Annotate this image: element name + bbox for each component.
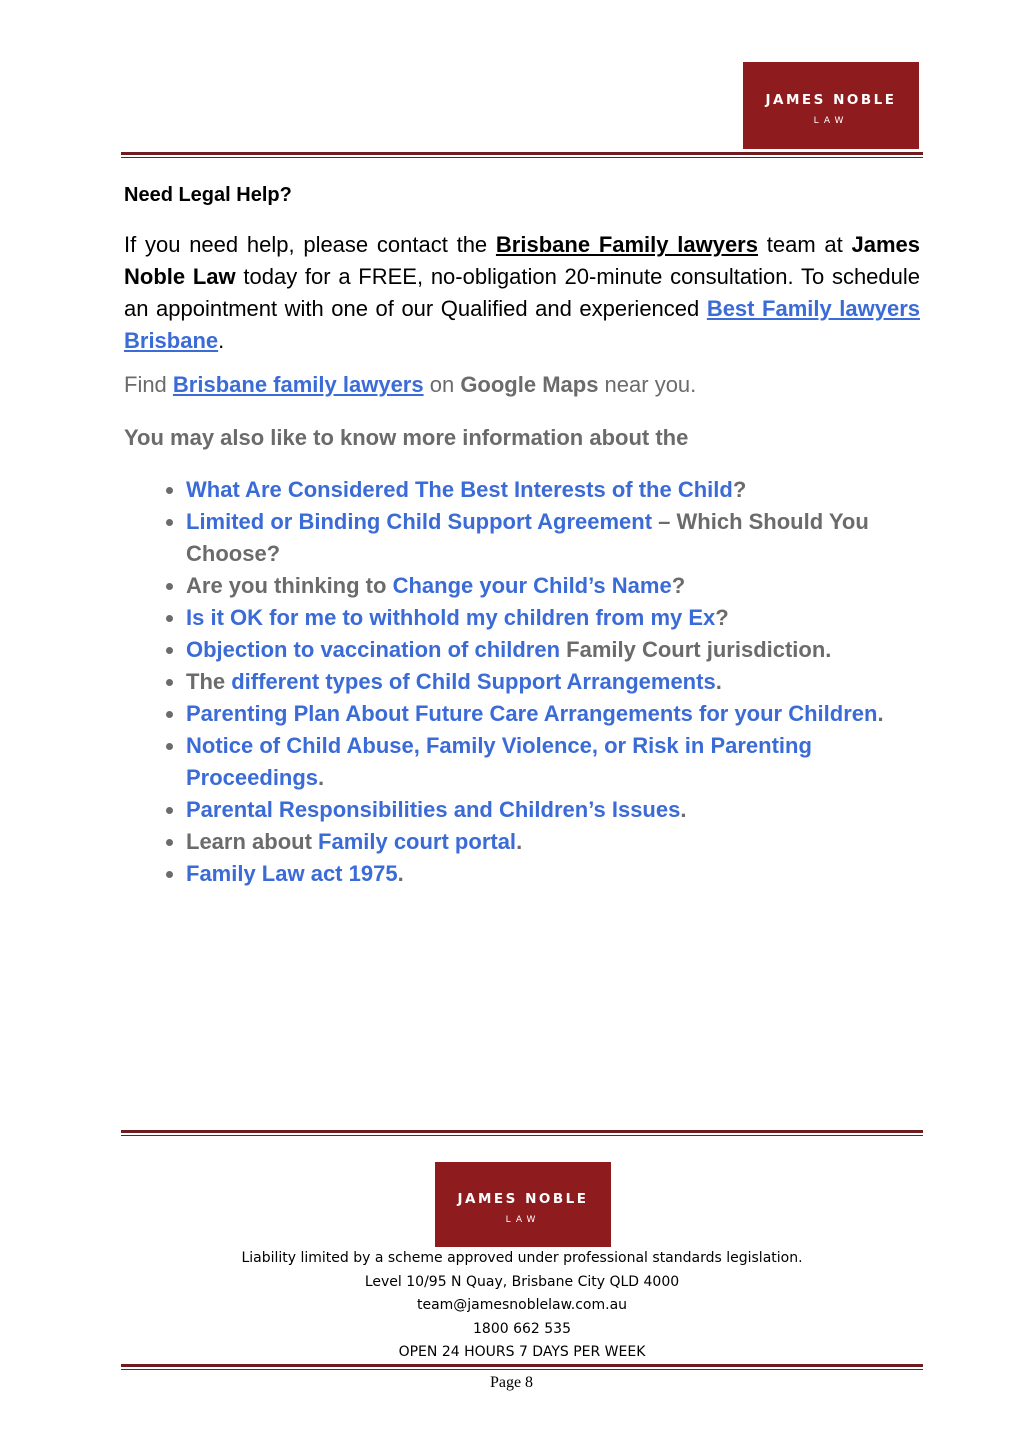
best-family-lawyers-link[interactable]: Best Family lawyers Brisbane [124,296,921,353]
intro-paragraph [124,229,920,357]
logo-line-1: JAMES NOBLE [765,92,897,108]
brisbane-family-lawyers-link[interactable]: Brisbane Family lawyers [495,232,758,257]
hours-text: OPEN 24 HOURS 7 DAYS PER WEEK [398,1344,646,1360]
list-item [186,602,920,634]
item-suffix: ? [671,573,686,598]
maps-text-1: Find [124,372,173,397]
firm-name: James Noble Law [124,232,920,289]
intro-text-4: . [218,328,225,353]
maps-text-3: near you. [598,372,697,397]
logo-line-2: LAW [505,1215,541,1225]
item-suffix: . [877,701,884,726]
logo-line-1: JAMES NOBLE [457,1191,589,1207]
item-suffix: ? [715,605,729,630]
item-suffix: . [397,861,404,886]
list-item [186,570,920,602]
footer-info [121,1247,923,1365]
list-item [186,698,920,730]
maps-text-2: on [423,372,461,397]
list-item [186,506,920,570]
phone-text[interactable]: 1800 662 535 [473,1320,571,1337]
intro-text-3: today for a FREE, no-obligation 20-minute consultation. To schedule an appointment with one of our Qualified and experienced [124,264,921,321]
item-suffix: Family Court jurisdiction. [560,637,832,662]
item-prefix: Learn about [186,829,319,854]
brisbane-family-lawyers-maps-link[interactable]: Brisbane family lawyers [172,372,424,397]
intro-text-1: If you need help, please contact the [124,232,496,257]
list-item-link[interactable]: Family Law act 1975 [186,861,398,886]
list-item-link[interactable]: Objection to vaccination of children [186,637,561,662]
page-number: Page 8 [489,1374,534,1391]
item-suffix: – Which Should You Choose? [186,509,869,566]
list-item [186,730,920,794]
google-maps-label: Google Maps [460,372,599,397]
list-item [186,794,920,826]
item-suffix: . [680,797,687,822]
list-item [186,634,920,666]
list-item-link[interactable]: Change your Child’s Name [392,573,672,598]
list-item-link[interactable]: Parental Responsibilities and Children’s Issues [186,797,681,822]
liability-text: Liability limited by a scheme approved under professional standards legislation. [241,1250,803,1266]
address-text: Level 10/95 N Quay, Brisbane City QLD 4000 [364,1273,680,1290]
related-links-list [124,474,920,890]
item-suffix: . [715,669,722,694]
list-item-link[interactable]: Notice of Child Abuse, Family Violence, or Risk in Parenting Proceedings [186,733,812,790]
item-suffix: . [516,829,523,854]
intro-text-2: team at [757,232,852,257]
footer-logo[interactable] [435,1162,611,1247]
list-item-link[interactable]: Is it OK for me to withhold my children from my Ex [186,605,716,630]
list-item [186,826,920,858]
item-suffix: . [318,765,325,790]
main-content [124,170,920,890]
email-text[interactable]: team@jamesnoblelaw.com.au [416,1297,628,1313]
section-heading: Need Legal Help? [124,184,292,206]
footer-divider-bottom [121,1364,923,1370]
footer-divider-top [121,1130,923,1136]
header-logo[interactable] [743,62,919,149]
item-prefix: Are you thinking to [186,573,393,598]
more-info-heading: You may also like to know more information about the [124,425,689,450]
list-item [186,666,920,698]
list-item-link[interactable]: Parenting Plan About Future Care Arrangements for your Children [186,701,878,726]
list-item [186,474,920,506]
item-suffix: ? [732,477,747,502]
item-prefix: The [186,669,232,694]
list-item-link[interactable]: Limited or Binding Child Support Agreement [186,509,653,534]
maps-paragraph [124,369,920,401]
header-divider [121,152,923,158]
list-item [186,858,920,890]
list-item-link[interactable]: Family court portal [318,829,517,854]
list-item-link[interactable]: different types of Child Support Arrangements [231,669,716,694]
list-item-link[interactable]: What Are Considered The Best Interests of the Child [186,477,733,502]
logo-line-2: LAW [813,116,849,126]
